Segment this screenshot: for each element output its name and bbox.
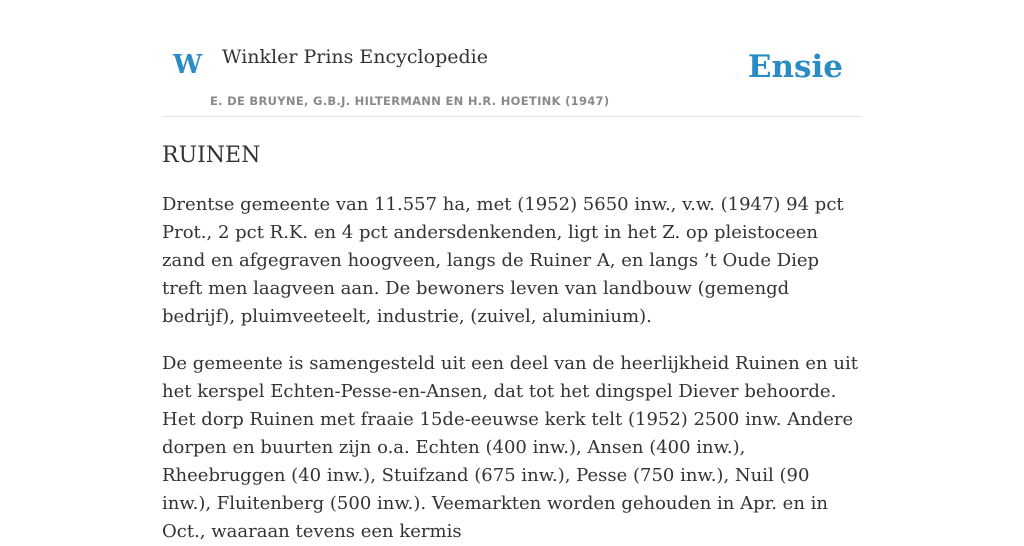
source-logo-icon[interactable]: W — [173, 50, 203, 80]
ensie-logo-link[interactable]: Ensie — [747, 49, 843, 85]
source-authors: E. DE BRUYNE, G.B.J. HILTERMANN EN H.R. HOETINK (1947) — [210, 94, 610, 108]
page — [162, 0, 862, 546]
article-paragraph: Drentse gemeente van 11.557 ha, met (1952) 5650 inw., v.w. (1947) 94 pct Prot., 2 pct R.K. en 4 pct andersdenkenden, ligt in het Z. op pleistoceen zand en afgegraven hoogveen, langs de Ruiner A, en langs ’t Oude Diep treft men laagveen aan. De bewoners leven van landbouw (gemengd bedrijf), pluimveeteelt, industrie, (zuivel, aluminium). — [162, 194, 844, 328]
article-title: RUINEN — [162, 143, 261, 168]
article-paragraph: De gemeente is samengesteld uit een deel van de heerlijkheid Ruinen en uit het kerspel Echten-Pesse-en-Ansen, dat tot het dingspel Diever behoorde. Het dorp Ruinen met fraaie 15de-eeuwse kerk telt (1952) 2500 inw. Andere dorpen en buurten zijn o.a. Echten (400 inw.), Ansen (400 inw.), Rheebruggen (40 inw.), Stuifzand (675 inw.), Pesse (750 inw.), Nuil (90 inw.), Fluitenberg (500 inw.). Veemarkten worden gehouden in Apr. en in Oct., waaraan tevens een kermis — [162, 353, 858, 543]
source-title-link[interactable]: Winkler Prins Encyclopedie — [222, 46, 488, 68]
source-header — [162, 0, 862, 117]
